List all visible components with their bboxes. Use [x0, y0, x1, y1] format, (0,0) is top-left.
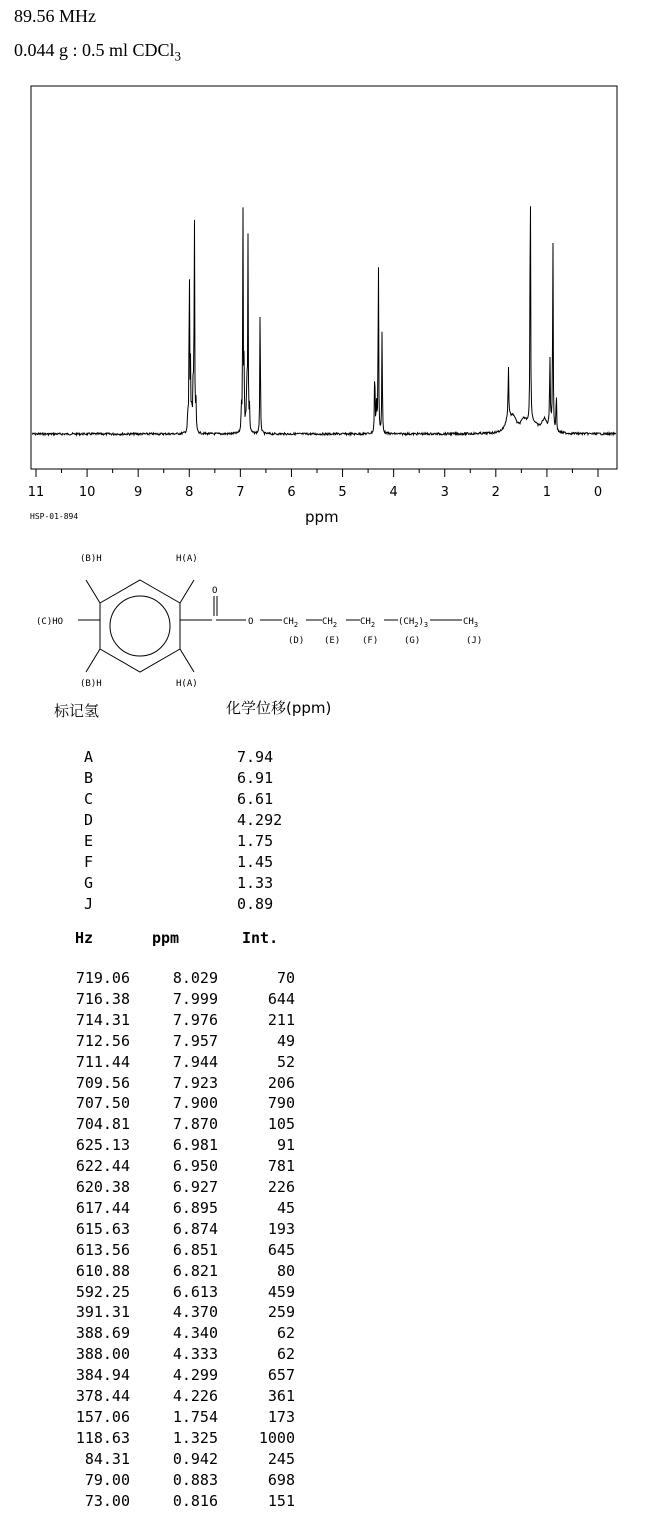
peak-table-cell: 4.333: [172, 1345, 218, 1364]
peak-table-cell: 0.942: [172, 1449, 218, 1468]
assignment-label: D: [84, 811, 94, 829]
assignment-label: J: [84, 895, 94, 913]
assignment-head-label: 标记氢: [54, 702, 100, 720]
assignment-label: B: [84, 769, 94, 787]
peak-table-cell: 1.325: [172, 1428, 218, 1447]
x-tick-label: 5: [338, 485, 347, 500]
label-d: (D): [288, 636, 305, 646]
peak-table-cell: 80: [276, 1261, 295, 1280]
assignment-head-shift: 化学位移(ppm): [226, 699, 332, 717]
frequency-label: 89.56 MHz: [14, 6, 96, 26]
peak-table-cell: 151: [267, 1491, 295, 1510]
peak-table-cell: 6.613: [172, 1282, 218, 1301]
peak-table-cell: 388.00: [75, 1345, 130, 1364]
peak-table-cell: 620.38: [75, 1178, 130, 1196]
peak-table-cell: 7.944: [172, 1052, 218, 1071]
peak-table-cell: 622.44: [75, 1157, 130, 1176]
peak-table-cell: 704.81: [75, 1115, 130, 1134]
peak-table-cell: 617.44: [75, 1198, 130, 1217]
peak-point: [190, 418, 192, 420]
peak-table-cell: 459: [267, 1282, 295, 1301]
molecule-structure: [0, 540, 652, 690]
peak-table-cell: 6.927: [172, 1178, 218, 1196]
label-e: (E): [324, 636, 341, 646]
peak-table-cell: 8.029: [172, 969, 218, 987]
peak-table-cell: 711.44: [75, 1052, 130, 1071]
peak-table-cell: 45: [276, 1198, 295, 1217]
label-ch3-j: $CH_3$: [463, 617, 479, 629]
assignment-label: E: [84, 832, 94, 850]
peak-table-cell: 62: [276, 1324, 295, 1343]
peak-table-cell: 4.340: [172, 1324, 218, 1343]
peak-table-cell: 781: [267, 1157, 295, 1176]
peak-table-cell: 91: [276, 1136, 295, 1155]
peak-table-header: Int.: [242, 929, 279, 947]
assignment-shift: 6.91: [237, 769, 274, 787]
peak-point: [245, 419, 247, 421]
assignment-shift: 4.292: [237, 811, 283, 829]
x-tick-label: 2: [491, 485, 500, 500]
peak-table-cell: 226: [267, 1178, 295, 1196]
x-axis-label: ppm: [305, 508, 339, 526]
x-tick-label: 1: [542, 485, 552, 500]
label-ch2-g: $(CH_2)_3$: [398, 617, 429, 629]
peak-table-cell: 173: [267, 1407, 295, 1426]
peak-table-cell: 0.816: [172, 1491, 218, 1510]
label-g: (G): [404, 636, 421, 646]
label-ch2-d: $CH_2$: [283, 617, 299, 629]
peak-table-cell: 716.38: [75, 989, 130, 1008]
peak-table-cell: 378.44: [75, 1387, 130, 1405]
peak-table-cell: 79.00: [84, 1470, 130, 1489]
peak-table-cell: 384.94: [75, 1366, 130, 1385]
peak-table-cell: 6.851: [172, 1240, 218, 1259]
peak-table-cell: 52: [276, 1052, 295, 1071]
peak-table-cell: 4.299: [172, 1366, 218, 1385]
peak-table-cell: 206: [267, 1073, 295, 1092]
peak-table-cell: 193: [267, 1219, 295, 1238]
peak-table-cell: 245: [267, 1449, 295, 1468]
peak-table-cell: 615.63: [75, 1219, 130, 1238]
peak-point: [193, 194, 195, 196]
x-tick-label: 8: [185, 485, 194, 500]
peak-table-cell: 4.370: [172, 1303, 218, 1322]
peak-table-cell: 1.754: [172, 1407, 218, 1426]
peak-point: [374, 355, 376, 357]
assignment-label: F: [84, 853, 94, 871]
label-j: (J): [466, 636, 483, 646]
assignment-shift: 1.45: [237, 853, 274, 871]
peak-table-cell: 645: [267, 1240, 295, 1259]
x-tick-label: 4: [389, 485, 398, 500]
peak-table-cell: 4.226: [172, 1387, 218, 1405]
peak-table-cell: 6.950: [172, 1157, 218, 1176]
peak-table-header: ppm: [152, 929, 180, 947]
assignment-shift: 1.75: [237, 832, 274, 850]
x-tick-label: 11: [27, 485, 45, 500]
peak-table-cell: 259: [267, 1303, 295, 1322]
x-tick-label: 0: [593, 485, 603, 500]
peak-point: [555, 387, 557, 389]
label-ha-top: H(A): [176, 554, 198, 564]
assignment-shift: 7.94: [237, 748, 274, 766]
peak-table-cell: 6.874: [172, 1219, 218, 1238]
peak-table-cell: 709.56: [75, 1073, 130, 1092]
x-tick-label: 3: [440, 485, 449, 500]
peak-point: [259, 294, 261, 296]
peak-table-cell: 105: [267, 1115, 295, 1134]
label-f: (F): [362, 636, 379, 646]
peak-table-cell: 7.976: [172, 1010, 218, 1029]
peak-point: [529, 131, 531, 133]
peak-table-cell: 707.50: [75, 1094, 130, 1113]
spectrum-trace: [32, 206, 616, 435]
peak-table-cell: 698: [267, 1470, 295, 1489]
peak-table-cell: 49: [276, 1031, 295, 1050]
peak-table-cell: 6.981: [172, 1136, 218, 1155]
spectrum-code: HSP-01-894: [30, 512, 79, 521]
peak-point: [242, 197, 244, 199]
peak-table-cell: 388.69: [75, 1324, 130, 1343]
peak-table-cell: 7.957: [172, 1031, 218, 1050]
peak-table-cell: 211: [267, 1010, 295, 1029]
peak-table-header: Hz: [75, 929, 94, 947]
peak-table-cell: 0.883: [172, 1470, 218, 1489]
peak-table-cell: 719.06: [75, 969, 130, 987]
peak-table-cell: 613.56: [75, 1240, 130, 1259]
peak-table-cell: 73.00: [84, 1491, 130, 1510]
assignment-label: C: [84, 790, 94, 808]
peak-table-cell: 361: [267, 1387, 295, 1405]
label-ch2-f: $CH_2$: [360, 617, 376, 629]
peak-table-cell: 610.88: [75, 1261, 130, 1280]
peak-table-cell: 592.25: [75, 1282, 130, 1301]
sample-subscript: 3: [174, 48, 182, 64]
peak-table-cell: 7.870: [172, 1115, 218, 1134]
peak-table-cell: 714.31: [75, 1010, 130, 1029]
assignment-label: G: [84, 874, 94, 892]
peak-point: [377, 235, 379, 237]
peak-table-cell: 625.13: [75, 1136, 130, 1155]
peak-table-cell: 62: [276, 1345, 295, 1364]
benzene-ring: [100, 580, 180, 672]
label-bh-bottom: (B)H: [80, 679, 102, 689]
peak-table-cell: 644: [267, 989, 295, 1008]
peak-table-cell: 6.895: [172, 1198, 218, 1217]
assignment-label: A: [84, 748, 94, 766]
peak-table-cell: 157.06: [75, 1407, 130, 1426]
peak-table-cell: 790: [267, 1094, 295, 1113]
peak-table-cell: 7.900: [172, 1094, 218, 1113]
peak-table-cell: 657: [267, 1366, 295, 1385]
x-tick-label: 7: [236, 485, 245, 500]
peak-table-cell: 7.923: [172, 1073, 218, 1092]
peak-table-cell: 391.31: [75, 1303, 130, 1322]
label-ho: (C)HO: [36, 617, 64, 627]
peak-table-cell: 70: [276, 969, 295, 987]
peak-point: [188, 238, 190, 240]
peak-table-cell: 118.63: [75, 1428, 130, 1447]
label-ha-bottom: H(A): [176, 679, 198, 689]
nmr-spectrum-chart: [0, 0, 652, 540]
x-axis: [28, 469, 602, 500]
sample-text: 0.044 g : 0.5 ml CDCl: [14, 40, 175, 60]
assignment-shift: 6.61: [237, 790, 274, 808]
label-ch2-e: $CH_2$: [322, 617, 338, 629]
peak-table-cell: 7.999: [172, 989, 218, 1008]
assignment-shift: 1.33: [237, 874, 274, 892]
peak-table-cell: 6.821: [172, 1261, 218, 1280]
peak-point: [381, 324, 383, 326]
peak-table-cell: 712.56: [75, 1031, 130, 1050]
x-tick-label: 10: [78, 485, 96, 500]
assignment-shift: 0.89: [237, 895, 274, 913]
peak-table-cell: 84.31: [84, 1449, 130, 1468]
label-ester-o: O: [248, 617, 254, 627]
x-tick-label: 9: [134, 485, 143, 500]
peak-point: [552, 222, 554, 224]
label-bh-top: (B)H: [80, 554, 102, 564]
peak-point: [191, 417, 193, 419]
peak-table-cell: 1000: [258, 1428, 295, 1447]
label-carbonyl-o: O: [212, 586, 218, 596]
x-tick-label: 6: [287, 485, 296, 500]
